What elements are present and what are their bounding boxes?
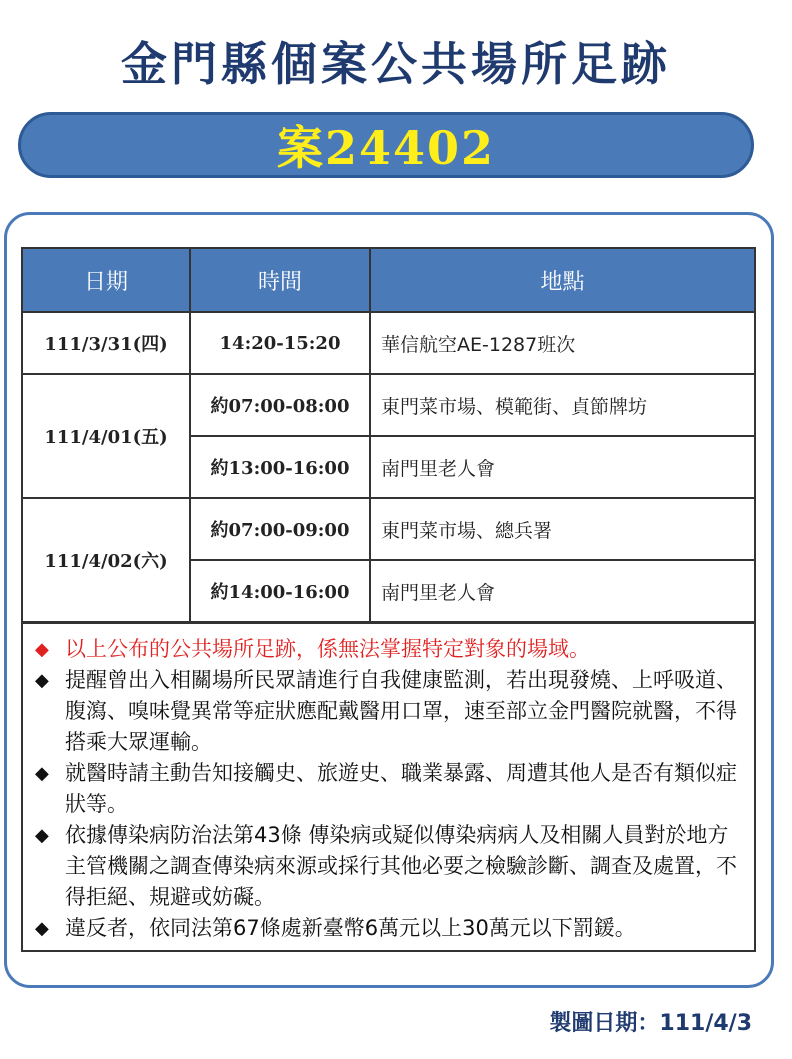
- diamond-bullet-icon: ◆: [35, 918, 49, 939]
- chart-date: 製圖日期：111/4/3: [549, 1011, 752, 1036]
- notice-box: [21, 622, 756, 952]
- row-place: 南門里老人會: [370, 436, 755, 498]
- row-date: 111/4/02(六): [22, 498, 190, 622]
- table-row: [22, 374, 755, 436]
- header-date: 日期: [22, 248, 190, 312]
- diamond-bullet-icon: ◆: [35, 825, 49, 846]
- note-text: 以上公布的公共場所足跡，係無法掌握特定對象的場域。: [65, 637, 590, 661]
- row-date: 111/3/31(四): [22, 312, 190, 374]
- diamond-bullet-icon: ◆: [35, 763, 49, 784]
- note-text: 違反者，依同法第67條處新臺幣6萬元以上30萬元以下罰鍰。: [65, 916, 636, 940]
- note-item: [35, 758, 748, 820]
- row-place: 華信航空AE-1287班次: [370, 312, 755, 374]
- row-time: 約07:00-09:00: [190, 498, 370, 560]
- diamond-bullet-icon: ◆: [35, 639, 49, 660]
- diamond-bullet-icon: ◆: [35, 670, 49, 691]
- table-row: [22, 312, 755, 374]
- row-time: 14:20-15:20: [190, 312, 370, 374]
- case-number-banner: [18, 112, 754, 178]
- footprint-table: [21, 247, 756, 623]
- row-place: 南門里老人會: [370, 560, 755, 622]
- row-time: 約13:00-16:00: [190, 436, 370, 498]
- row-place: 東門菜市場、總兵署: [370, 498, 755, 560]
- row-date: 111/4/01(五): [22, 374, 190, 498]
- page-title: 金門縣個案公共場所足跡: [121, 37, 671, 91]
- row-time: 約07:00-08:00: [190, 374, 370, 436]
- case-number: 案24402: [276, 121, 496, 175]
- row-place: 東門菜市場、模範街、貞節牌坊: [370, 374, 755, 436]
- table-row: [22, 498, 755, 560]
- table-header-row: [22, 248, 755, 312]
- note-text: 提醒曾出入相關場所民眾請進行自我健康監測，若出現發燒、上呼吸道、腹瀉、嗅味覺異常等症狀應配戴醫用口罩，速至部立金門醫院就醫，不得搭乘大眾運輸。: [65, 668, 737, 754]
- note-item: [35, 913, 748, 944]
- note-item: [35, 820, 748, 913]
- note-text: 依據傳染病防治法第43條 傳染病或疑似傳染病病人及相關人員對於地方主管機關之調查傳染病來源或採行其他必要之檢驗診斷、調查及處置，不得拒絕、規避或妨礙。: [65, 823, 737, 909]
- note-text: 就醫時請主動告知接觸史、旅遊史、職業暴露、周遭其他人是否有類似症狀等。: [65, 761, 737, 816]
- note-item: [35, 634, 748, 665]
- row-time: 約14:00-16:00: [190, 560, 370, 622]
- header-place: 地點: [370, 248, 755, 312]
- header-time: 時間: [190, 248, 370, 312]
- note-item: [35, 665, 748, 758]
